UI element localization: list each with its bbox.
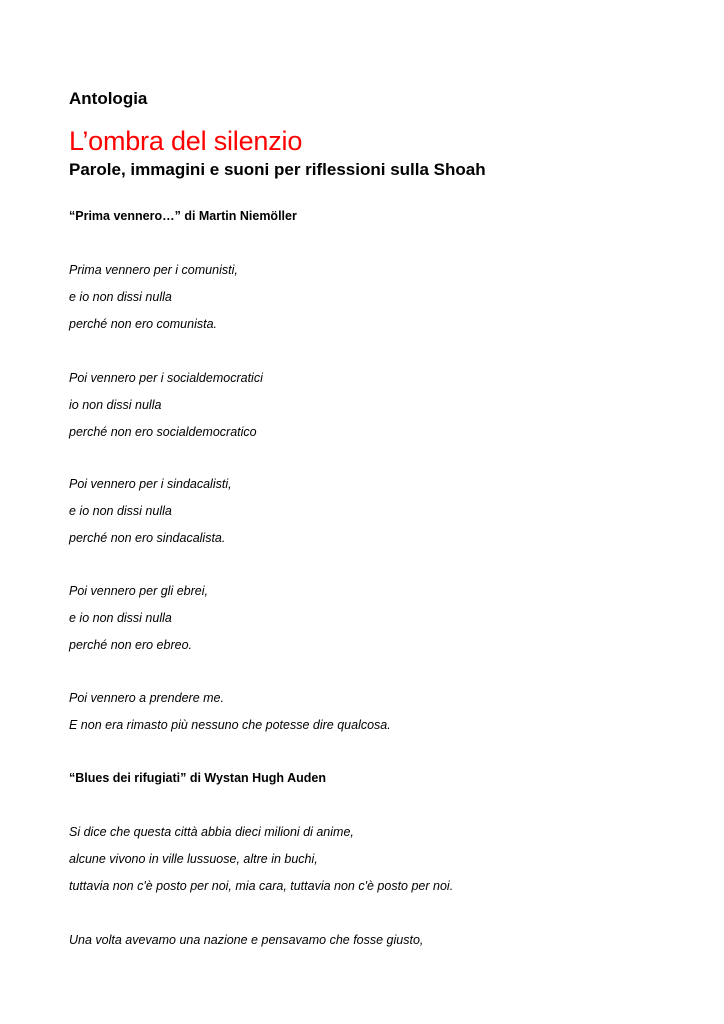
poem-line: Una volta avevamo una nazione e pensavamo che fosse giusto, — [69, 933, 424, 947]
poem-heading: “Prima vennero…” di Martin Niemöller — [69, 209, 297, 223]
poem-line: e io non dissi nulla — [69, 611, 172, 625]
poem-line: e io non dissi nulla — [69, 504, 172, 518]
document-subtitle: Parole, immagini e suoni per riflessioni sulla Shoah — [69, 160, 486, 179]
poem-line: Poi vennero per i socialdemocratici — [69, 371, 263, 385]
poem-line: Prima vennero per i comunisti, — [69, 263, 238, 277]
poem-line: io non dissi nulla — [69, 398, 162, 412]
poem-line: perché non ero ebreo. — [69, 638, 193, 652]
poem-line: perché non ero socialdemocratico — [69, 425, 257, 439]
poem-line: tuttavia non c'è posto per noi, mia cara, tuttavia non c'è posto per noi. — [69, 879, 454, 893]
poem-line: Poi vennero per i sindacalisti, — [69, 477, 232, 491]
poem-line: Poi vennero a prendere me. — [69, 691, 224, 705]
poem-line: E non era rimasto più nessuno che potesse dire qualcosa. — [69, 718, 391, 732]
document-title: L’ombra del silenzio — [69, 126, 303, 156]
poem-line: perché non ero sindacalista. — [69, 531, 226, 545]
poem-line: perché non ero comunista. — [69, 317, 218, 331]
poem-line: Si dice che questa città abbia dieci milioni di anime, — [69, 825, 354, 839]
document-kicker: Antologia — [69, 89, 148, 108]
poem-line: Poi vennero per gli ebrei, — [69, 584, 208, 598]
poem-line: e io non dissi nulla — [69, 290, 172, 304]
poem-line: alcune vivono in ville lussuose, altre in buchi, — [69, 852, 318, 866]
poem-heading: “Blues dei rifugiati” di Wystan Hugh Auden — [69, 771, 326, 785]
